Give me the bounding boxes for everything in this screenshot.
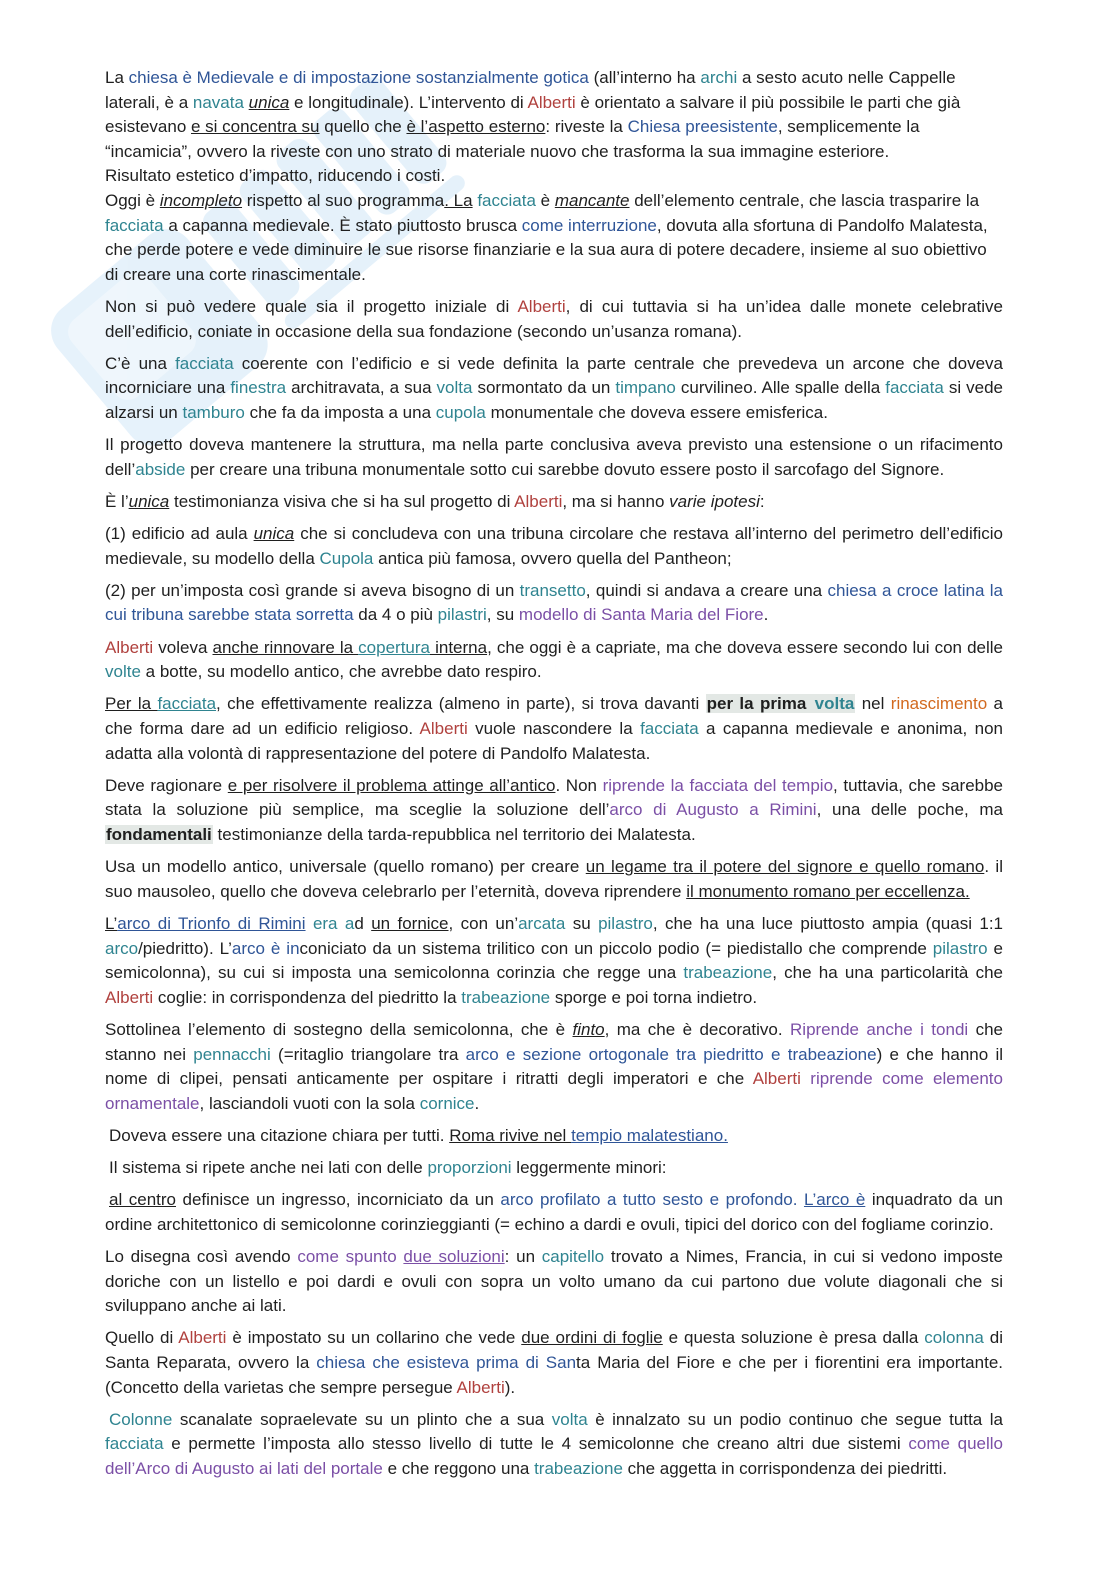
text-run: /piedritto). L’ [138,938,232,958]
text-run: testimonianza visiva che si ha sul progetto di [169,491,515,511]
text-run: si vede alzarsi un [105,378,1003,422]
highlighted-term: tamburo [182,402,245,422]
highlighted-term: Alberti [527,92,576,112]
emphasized-text: fondamentali [106,824,212,844]
paragraph-alberti-capital [105,1326,1003,1400]
text-run: inquadrato da un ordine architettonico di semicolonne corinzieggianti (= echino a dardi e ovuli, tipici del dorico con del fogliame corinzio. [105,1190,1004,1234]
text-run: trovato a Nimes, Francia, in cui si vedono imposte doriche con un listello e poi dardi e ovuli con sopra un volto umano da cui partono due volute diagonali che si sviluppano anche ai lati. [105,1247,1003,1316]
highlighted-term: Alberti [105,987,154,1007]
highlighted-term: chiesa che esisteva prima di San [316,1353,577,1372]
text-run: e longitudinale). L’intervento di [289,92,528,112]
text-run: a che forma dare ad un edificio religioso. [105,694,1003,738]
highlighted-term: colonna [924,1328,984,1348]
text-run: . Non [555,775,603,795]
emphasized-text: L’ [105,913,118,933]
text-run: , con un’ [448,913,519,933]
text-run: rispetto al suo programma [242,190,445,210]
text-run: è [535,190,555,210]
text-run: , lasciandoli vuoti con la sola [199,1093,420,1113]
text-run: , tuttavia, che sarebbe stata la soluzione più semplice, ma sceglie la soluzione dell’ [105,775,1004,820]
text-run: È l’ [105,491,129,511]
highlighted-term: due soluzioni [403,1247,505,1267]
text-run: leggermente minori: [511,1158,667,1178]
text-run: (2) per un’imposta così grande si aveva bisogno di un [105,580,520,600]
highlighted-term: come quello dell’Arco di Augusto ai lati del portale [105,1434,1003,1478]
highlighted-term: arco profilato a tutto sesto e profondo. [500,1190,798,1210]
text-run: (all’interno ha [588,68,701,87]
paragraph-incomplete [105,189,1003,287]
highlighted-term: Alberti [514,491,563,511]
paragraph-semicolumn [105,1018,1003,1116]
paragraph-columns [105,1408,1003,1482]
text-run: Risultato estetico d’impatto, riducendo i costi. [105,166,446,186]
emphasized-text: un legame tra il potere del signore e quello romano [585,857,985,877]
paragraph-side-system [105,1156,1003,1181]
text-run: Usa un modello antico, universale (quello romano) per creare [105,857,586,877]
highlighted-term: chiesa è Medievale e di impostazione sostanzialmente gotica [128,68,589,87]
highlighted-term: Alberti [456,1377,505,1397]
text-run: è impostato su un collarino che vede [226,1328,522,1348]
text-run: , ma si hanno [562,491,670,511]
highlighted-term: Cupola [319,548,374,568]
text-run: curvilineo. Alle spalle della [675,378,886,398]
text-run: : riveste la [545,117,628,137]
highlighted-term: volta [551,1409,588,1429]
highlighted-term: cornice [419,1093,475,1113]
text-run: su [565,913,599,933]
highlighted-term: come spunto [297,1247,397,1267]
highlighted-term: arco e sezione ortogonale tra piedritto e trabeazione [465,1044,877,1064]
emphasized-text: Per la [105,694,158,714]
text-run: Oggi è [105,190,160,210]
text-run: che aggetta in corrispondenza dei piedritti. [622,1458,948,1478]
highlighted-term: transetto [519,580,586,600]
highlighted-term: arcata [518,913,566,933]
emphasized-text: Roma rivive nel [449,1125,572,1145]
highlighted-term: Alberti [105,637,154,657]
text-run: che stanno nei [105,1019,1003,1064]
highlighted-term: modello di Santa Maria del Fiore [518,605,764,625]
text-run: , che oggi è a capriate, ma che doveva essere secondo lui con delle [487,637,1003,657]
text-run: Doveva essere una citazione chiara per tutti. [109,1125,450,1145]
paragraph-facade-problem [105,692,1003,766]
text-run: , una delle poche, ma [816,800,1003,820]
text-run: Sottolinea l’elemento di sostegno della semicolonna, che è [105,1019,573,1039]
highlighted-term: facciata [175,353,234,373]
emphasized-text: incompleto [159,190,243,210]
emphasized-text: per la prima [706,694,813,714]
highlighted-term: cupola [435,402,486,422]
paragraph-roman-model [105,855,1003,904]
text-run: e questa soluzione è presa dalla [662,1328,925,1348]
highlighted-term: riprende come elemento ornamentale [105,1069,1003,1113]
emphasized-text: varie ipotesi [669,491,760,511]
paragraph-intro [105,66,1003,164]
highlighted-term: arco è in [231,938,300,958]
text-run: da 4 o più [353,605,438,625]
text-run: , che effettivamente realizza (almeno in parte), si trova davanti [216,694,706,714]
text-run: . [763,605,769,625]
emphasized-text: . La [444,190,473,210]
highlighted-term: facciata [885,378,944,398]
text-run: antica più famosa, ovvero quella del Pantheon; [373,548,732,568]
paragraph-facade-description [105,352,1003,426]
highlighted-term: volte [105,662,141,682]
highlighted-term: come interruzione [521,215,657,235]
emphasized-text: mancante [554,190,630,210]
emphasized-text: al centro [109,1190,176,1210]
highlighted-term: facciata [157,694,217,714]
text-run: e che reggono una [382,1458,535,1478]
emphasized-text: due ordini di foglie [521,1328,663,1348]
text-run: : [759,491,765,511]
highlighted-term: rinascimento [890,694,988,714]
text-run: dell’elemento centrale, che lascia trasparire la [629,190,980,210]
text-run: ). [504,1377,516,1397]
text-run: testimonianze della tarda-repubblica nel territorio dei Malatesta. [212,824,696,844]
highlighted-term: pilastro [598,913,653,933]
paragraph-hypothesis-1 [105,522,1003,571]
paragraph-capital-sources [105,1245,1003,1319]
text-run: , di cui tuttavia si ha un’idea dalle monete celebrative dell’edificio, coniate in occasione della sua fondazione (secondo un’usanza romana). [105,296,1003,341]
paragraph-roof [105,636,1003,685]
text-run: , che ha una luce piuttosto ampia (quasi 1:1 [652,913,1003,933]
text-run [306,914,313,933]
text-run: quello che [319,117,407,137]
highlighted-term: chiesa a croce latina la cui tribuna sarebbe stata sorretta [105,580,1003,625]
highlighted-term: pilastri [437,605,487,625]
highlighted-term: Alberti [752,1069,801,1089]
text-run: è orientato a salvare il più possibile le parti che già esistevano [105,92,961,137]
highlighted-term: arco [105,938,139,958]
text-run: , su [486,605,519,625]
paragraph-citation [105,1124,1003,1149]
highlighted-term: capitello [541,1247,605,1267]
emphasized-text: unica [253,524,295,544]
text-run: che si concludeva con una tribuna circolare che restava all’interno del perimetro dell’edificio medievale, su modello della [105,524,1003,568]
highlighted-term: trabeazione [534,1458,623,1478]
text-run: coerente con l’edificio e si vede definita la parte centrale che prevedeva un arcone che doveva incorniciare una [105,353,1003,398]
emphasized-text: il monumento romano per eccellenza. [686,881,970,901]
text-run: (=ritaglio triangolare tra [270,1044,466,1064]
text-run: e semicolonna), su cui si imposta una semicolonna corinzia che regge una [105,938,1003,983]
highlighted-term: facciata [105,1434,164,1454]
emphasized-text: è l’aspetto esterno [406,117,546,137]
text-run: architravata, a sua [286,378,437,398]
text-run: coglie: in corrispondenza del piedritto la [153,987,462,1007]
highlighted-term: Alberti [178,1328,227,1348]
text-run: Lo disegna così avendo [105,1247,298,1267]
highlighted-term: proporzioni [427,1158,512,1178]
paragraph-cost-note [105,164,1003,189]
text-run: , ma che è decorativo. [604,1019,791,1039]
text-run: voleva [153,637,213,657]
paragraph-antique-source [105,774,1003,848]
text-run: definisce un ingresso, incorniciato da un [176,1190,501,1210]
text-run: Non si può vedere quale sia il progetto iniziale di [105,296,518,316]
text-run: a botte, su modello antico, che avrebbe dato respiro. [140,662,542,682]
highlighted-term: riprende la facciata del tempio [602,775,834,795]
text-run: (1) edificio ad aula [105,524,254,544]
text-run: sporge e poi torna indietro. [550,987,758,1007]
highlighted-term: abside [135,459,186,479]
text-run: di Santa Reparata, ovvero la [105,1328,1003,1372]
text-run: a sesto acuto nelle Cappelle laterali, è a [105,68,956,112]
highlighted-term: timpano [615,378,676,398]
highlighted-term: arco di Trionfo di Rimini [117,913,306,933]
text-run: a capanna medievale. È stato piuttosto brusca [163,215,522,235]
highlighted-term: Alberti [419,719,468,738]
text-run: a capanna medievale e anonima, non adatta alla volontà di rappresentazione del potere di Pandolfo Malatesta. [105,719,1003,763]
highlighted-term: arco di Augusto a Rimini [609,800,817,820]
highlighted-term: Alberti [517,296,566,316]
text-run: ta Maria del Fiore e che per i fiorentini era importante. (Concetto della varietas che sempre persegue [105,1353,1003,1397]
emphasized-text: e per risolvere il problema attinge all’antico [227,775,556,795]
text-run: vuole nascondere la [467,719,641,738]
document-body [105,66,1003,1489]
text-run: e permette l’imposta allo stesso livello di tutte le 4 semicolonne che creano altri due sistemi [163,1434,909,1454]
text-run: Il progetto doveva mantenere la struttura, ma nella parte conclusiva aveva previsto una estensione o un rifacimento dell’ [105,435,1003,479]
text-run: d [354,913,372,933]
text-run: nel [855,694,891,714]
emphasized-text: e si concentra su [191,117,320,137]
highlighted-term: facciata [640,719,699,738]
highlighted-term: facciata [477,190,536,210]
text-run: che fa da imposta a una [244,402,436,422]
highlighted-term: archi [700,68,738,87]
highlighted-term: era a [312,913,355,933]
text-run: . il suo mausoleo, quello che doveva celebrarlo per l’eternità, doveva riprendere [105,857,1003,901]
paragraph-hypotheses-intro [105,490,1003,515]
text-run: coniciato da un sistema trilitico con un piccolo podio (= piedistallo che comprende [299,938,933,958]
highlighted-term: copertura [358,637,430,657]
text-run: La [105,68,129,87]
text-run: è innalzato su un podio continuo che segue tutta la [587,1409,1003,1429]
text-run: ) e che hanno il nome di clipei, pensati anticamente per ospitare i ritratti degli imperatori e che [105,1044,1003,1089]
highlighted-term: L’arco è [803,1190,866,1210]
emphasized-text: anche rinnovare la [212,637,359,657]
text-run: , dovuta alla sfortuna di Pandolfo Malatesta, che perde potere e vede diminuire le sue risorse finanziarie e la sua aura di potere decadere, insieme al suo obiettivo di creare una corte rinascimentale. [105,215,988,284]
text-run: per creare una tribuna monumentale sotto cui sarebbe dovuto essere posto il sarcofago del Signore. [185,459,945,479]
paragraph-hypothesis-2 [105,579,1003,628]
text-run: , semplicemente la “incamicia”, ovvero la riveste con uno strato di materiale nuovo che trasforma la sua immagine esteriore. [105,117,920,161]
text-run: Il sistema si ripete anche nei lati con delle [109,1158,428,1178]
emphasized-text: un fornice [371,913,449,933]
highlighted-term: tempio malatestiano. [571,1125,728,1145]
highlighted-term: finestra [230,378,287,398]
paragraph-arch-of-rimini [105,912,1003,1010]
text-run: , quindi si andava a creare una [585,580,828,600]
text-run: monumentale che doveva essere emisferica. [485,402,828,422]
text-run: , che ha una particolarità che [772,963,1004,983]
highlighted-term: volta [436,378,473,398]
emphasized-text: unica [128,491,170,511]
emphasized-text: unica [248,92,290,112]
paragraph-center-portal [105,1188,1003,1237]
highlighted-term: pennacchi [193,1044,271,1064]
text-run [801,1069,810,1088]
text-run: scanalate sopraelevate su un plinto che a sua [172,1409,552,1429]
paragraph-apse-extension [105,433,1003,482]
highlighted-term: facciata [105,215,164,235]
text-run: : un [504,1247,542,1267]
text-run: Quello di [105,1328,179,1348]
text-run: C’è una [105,353,176,373]
emphasized-text: finto [572,1019,605,1039]
highlighted-term: Riprende anche i tondi [790,1019,969,1039]
paragraph-original-project [105,295,1003,344]
highlighted-term: navata [192,92,244,112]
text-run: . [474,1093,480,1113]
highlighted-term: Colonne [109,1409,173,1429]
highlighted-term: Chiesa preesistente [627,117,778,137]
text-run: sormontato da un [472,378,616,398]
highlighted-term: trabeazione [461,987,551,1007]
highlighted-term: volta [814,694,855,714]
emphasized-text: interna [430,637,488,657]
highlighted-term: trabeazione [683,963,773,983]
highlighted-term: pilastro [932,938,988,958]
text-run: Deve ragionare [105,775,228,795]
